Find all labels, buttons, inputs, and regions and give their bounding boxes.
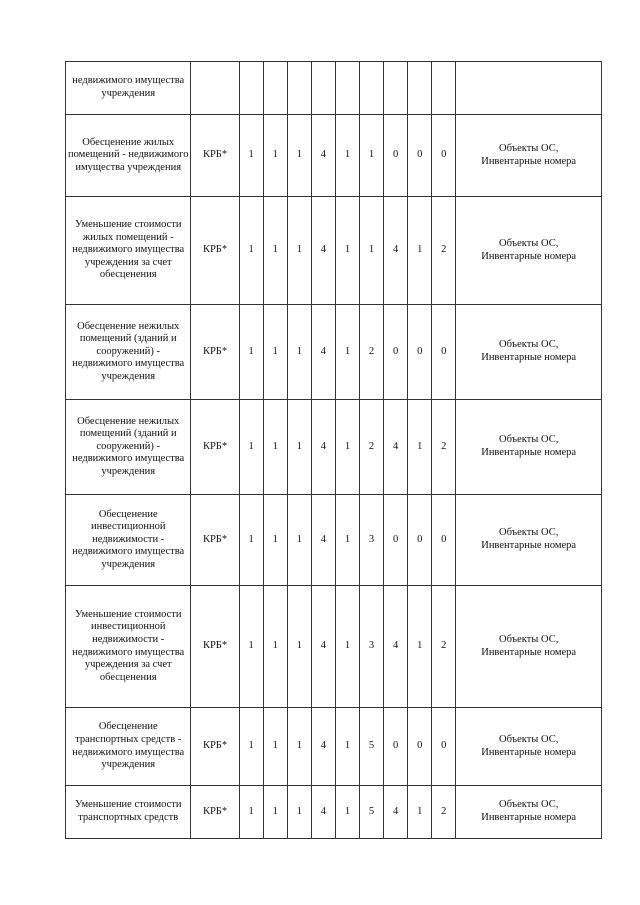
account-digit-cell: 2 (432, 786, 456, 839)
account-digit-cell (239, 62, 263, 115)
analytics-cell (456, 786, 602, 839)
account-digit-cell: 2 (360, 400, 384, 495)
analytics-line: Инвентарные номера (481, 352, 577, 363)
account-digit-cell: 4 (311, 197, 335, 305)
analytics-line: Инвентарные номера (481, 746, 577, 758)
account-digit-cell: 4 (384, 197, 408, 305)
account-digit-cell: 4 (384, 400, 408, 495)
account-name-cell: Уменьшение стоимости транспортных средств (66, 786, 191, 839)
analytics-line: Объекты ОС, (499, 633, 559, 645)
account-digit-cell: 1 (335, 786, 359, 839)
account-digit-cell: 1 (287, 305, 311, 400)
account-digit-cell: 0 (384, 708, 408, 786)
account-digit-cell: 2 (360, 305, 384, 400)
code-cell: КРБ* (191, 786, 239, 839)
code-cell: КРБ* (191, 586, 239, 708)
account-digit-cell: 1 (287, 786, 311, 839)
account-digit-cell: 1 (335, 305, 359, 400)
account-name-cell: Обесценение нежилых помещений (зданий и сооружений) - недвижимого имущества учреждения (66, 305, 191, 400)
code-cell: КРБ* (191, 495, 239, 586)
account-name-cell: недвижимого имущества учреждения (66, 62, 191, 115)
table-row (66, 115, 602, 197)
account-digit-cell: 1 (239, 495, 263, 586)
account-digit-cell: 1 (335, 495, 359, 586)
account-digit-cell: 0 (408, 115, 432, 197)
account-digit-cell: 4 (311, 586, 335, 708)
account-digit-cell: 4 (311, 305, 335, 400)
account-digit-cell: 0 (408, 708, 432, 786)
account-digit-cell: 1 (287, 495, 311, 586)
accounts-table (65, 61, 602, 839)
account-digit-cell: 1 (263, 197, 287, 305)
account-digit-cell: 4 (311, 400, 335, 495)
analytics-line: Инвентарные номера (481, 447, 577, 458)
account-digit-cell: 1 (335, 115, 359, 197)
account-digit-cell: 1 (408, 400, 432, 495)
account-digit-cell: 1 (263, 115, 287, 197)
account-digit-cell: 0 (432, 305, 456, 400)
accounts-table-body (66, 62, 602, 839)
account-digit-cell: 2 (432, 197, 456, 305)
account-digit-cell: 1 (263, 305, 287, 400)
code-cell: КРБ* (191, 197, 239, 305)
account-name-cell: Обесценение жилых помещений - недвижимого имущества учреждения (66, 115, 191, 197)
account-digit-cell (287, 62, 311, 115)
account-digit-cell: 0 (408, 305, 432, 400)
account-digit-cell: 0 (384, 495, 408, 586)
analytics-cell (456, 115, 602, 197)
account-digit-cell: 1 (287, 197, 311, 305)
account-digit-cell: 1 (287, 115, 311, 197)
account-digit-cell: 1 (239, 197, 263, 305)
analytics-cell (456, 586, 602, 708)
analytics-line: Инвентарные номера (481, 155, 577, 167)
account-digit-cell: 4 (311, 786, 335, 839)
account-digit-cell (335, 62, 359, 115)
account-digit-cell: 1 (239, 115, 263, 197)
analytics-line: Объекты ОС, (499, 733, 559, 745)
code-cell: КРБ* (191, 708, 239, 786)
account-digit-cell: 2 (432, 400, 456, 495)
account-digit-cell: 4 (311, 115, 335, 197)
account-digit-cell: 1 (263, 495, 287, 586)
code-cell: КРБ* (191, 305, 239, 400)
account-digit-cell: 1 (287, 586, 311, 708)
account-name-cell: Уменьшение стоимости жилых помещений - недвижимого имущества учреждения за счет обесценения (66, 197, 191, 305)
account-digit-cell: 1 (239, 786, 263, 839)
account-digit-cell: 3 (360, 495, 384, 586)
account-digit-cell: 1 (239, 305, 263, 400)
account-digit-cell: 3 (360, 586, 384, 708)
account-digit-cell: 1 (287, 400, 311, 495)
analytics-line: Объекты ОС, (499, 237, 559, 249)
analytics-line: Инвентарные номера (481, 646, 577, 658)
analytics-cell (456, 495, 602, 586)
account-digit-cell: 4 (384, 586, 408, 708)
analytics-line: Объекты ОС, (499, 339, 559, 351)
account-digit-cell: 0 (384, 115, 408, 197)
analytics-line: Инвентарные номера (481, 540, 577, 551)
account-digit-cell: 1 (287, 708, 311, 786)
account-digit-cell (311, 62, 335, 115)
account-digit-cell: 1 (263, 586, 287, 708)
account-digit-cell: 4 (311, 495, 335, 586)
analytics-cell (456, 197, 602, 305)
account-name-cell: Обесценение инвестиционной недвижимости - недвижимого имущества учреждения (66, 495, 191, 586)
account-digit-cell: 4 (311, 708, 335, 786)
analytics-line: Объекты ОС, (499, 799, 559, 811)
account-digit-cell (263, 62, 287, 115)
account-digit-cell (432, 62, 456, 115)
analytics-cell (456, 62, 602, 115)
account-digit-cell: 1 (239, 400, 263, 495)
account-digit-cell: 5 (360, 786, 384, 839)
account-digit-cell: 1 (239, 708, 263, 786)
account-digit-cell (408, 62, 432, 115)
analytics-cell (456, 305, 602, 400)
account-digit-cell: 1 (239, 586, 263, 708)
analytics-line: Объекты ОС, (499, 527, 559, 539)
account-digit-cell: 1 (335, 197, 359, 305)
analytics-line: Объекты ОС, (499, 142, 559, 154)
code-cell: КРБ* (191, 115, 239, 197)
table-row (66, 495, 602, 586)
account-digit-cell: 0 (384, 305, 408, 400)
account-digit-cell: 0 (432, 708, 456, 786)
account-digit-cell: 1 (335, 400, 359, 495)
account-digit-cell: 1 (263, 708, 287, 786)
table-row (66, 305, 602, 400)
account-digit-cell: 4 (384, 786, 408, 839)
analytics-cell (456, 400, 602, 495)
table-row (66, 586, 602, 708)
account-digit-cell: 1 (335, 708, 359, 786)
account-digit-cell: 0 (432, 115, 456, 197)
code-cell: КРБ* (191, 400, 239, 495)
analytics-line: Объекты ОС, (499, 434, 559, 446)
account-digit-cell: 1 (360, 197, 384, 305)
table-row (66, 400, 602, 495)
account-digit-cell (384, 62, 408, 115)
account-digit-cell: 1 (335, 586, 359, 708)
account-digit-cell (360, 62, 384, 115)
analytics-cell (456, 708, 602, 786)
account-digit-cell: 1 (408, 786, 432, 839)
account-name-cell: Уменьшение стоимости инвестиционной недвижимости - недвижимого имущества учреждения за счет обесценения (66, 586, 191, 708)
table-row (66, 62, 602, 115)
analytics-line: Инвентарные номера (481, 250, 577, 262)
account-name-cell: Обесценение нежилых помещений (зданий и сооружений) - недвижимого имущества учреждения (66, 400, 191, 495)
account-name-cell: Обесценение транспортных средств - недвижимого имущества учреждения (66, 708, 191, 786)
account-digit-cell: 1 (408, 586, 432, 708)
table-row (66, 708, 602, 786)
account-digit-cell: 0 (408, 495, 432, 586)
account-digit-cell: 0 (432, 495, 456, 586)
account-digit-cell: 1 (263, 786, 287, 839)
account-digit-cell: 1 (360, 115, 384, 197)
account-digit-cell: 2 (432, 586, 456, 708)
code-cell (191, 62, 239, 115)
table-row (66, 197, 602, 305)
account-digit-cell: 1 (263, 400, 287, 495)
analytics-line: Инвентарные номера (481, 812, 577, 823)
account-digit-cell: 5 (360, 708, 384, 786)
account-digit-cell: 1 (408, 197, 432, 305)
table-row (66, 786, 602, 839)
